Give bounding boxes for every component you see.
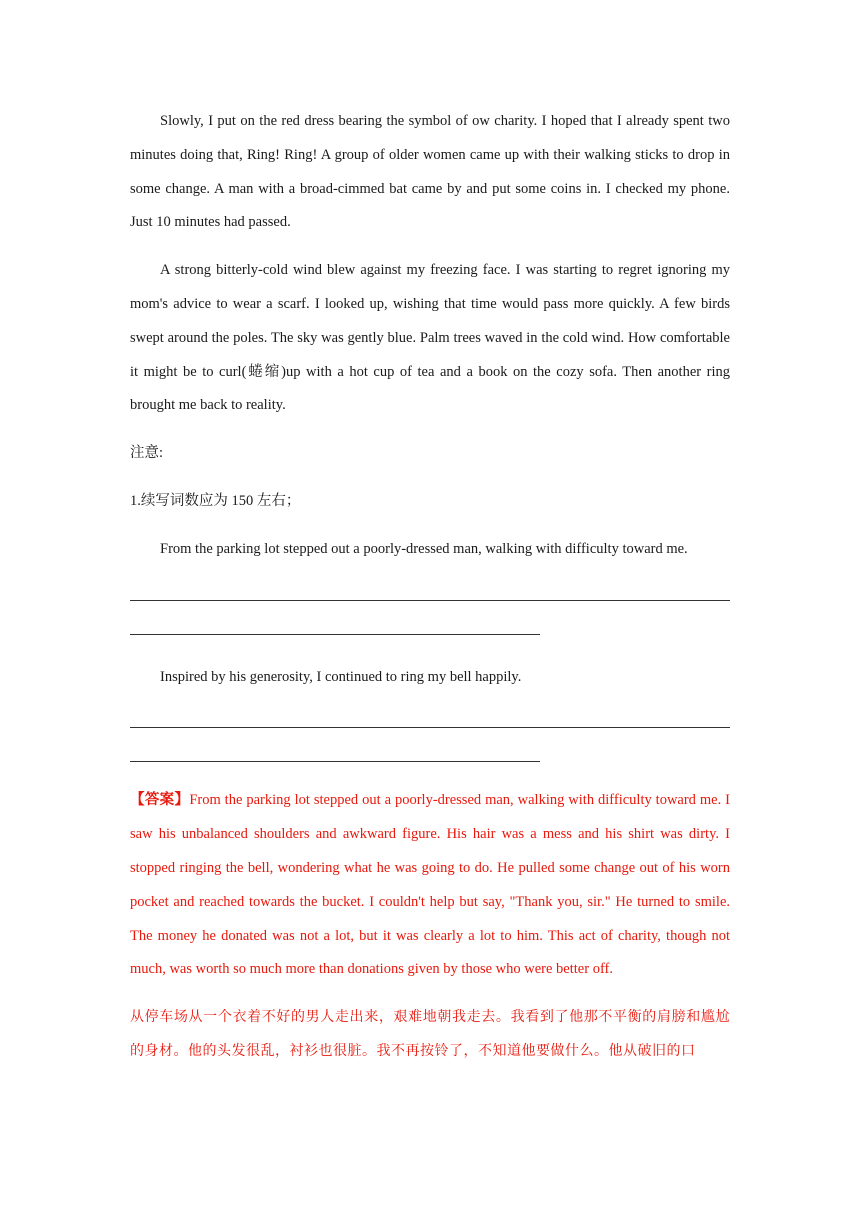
- answer-chinese: 从停车场从一个衣着不好的男人走出来，艰难地朝我走去。我看到了他那不平衡的肩膀和尴尬的身材。他的头发很乱，衬衫也很脏。我不再按铃了，不知道他要做什么。他从破旧的口: [130, 1009, 730, 1059]
- answer-english: [130, 784, 730, 987]
- writing-line: [130, 761, 540, 762]
- prompt-first-sentence: From the parking lot stepped out a poorly-dressed man, walking with difficulty toward me.: [160, 540, 688, 557]
- writing-line: [130, 600, 730, 601]
- document-page: [130, 105, 730, 1069]
- notes-heading: 注意:: [130, 445, 164, 462]
- answer-label: 【答案】: [130, 792, 190, 809]
- notes-item-1: 1.续写词数应为 150 左右；: [130, 492, 301, 509]
- writing-line: [130, 727, 730, 728]
- passage-paragraph-1: Slowly, I put on the red dress bearing the symbol of ow charity. I hoped that I already spent two minutes doing that, Ring! Ring! A group of older women came up with their walking sticks to drop in some change. A man with a broad-cimmed bat came by and put some coins in. I checked my phone. Just 10 minutes had passed.: [130, 113, 730, 231]
- answer-english-text: From the parking lot stepped out a poorly-dressed man, walking with difficulty toward me. I saw his unbalanced shoulders and awkward figure. His hair was a mess and his shirt was dirty. I stopped ringing the bell, wondering what he was going to do. He pulled some change out of his worn pocket and reached towards the bucket. I couldn't help but say, "Thank you, sir." He turned to smile. The money he donated was not a lot, but it was clearly a lot to him. This act of charity, though not much, was worth so much more than donations given by those who were better off.: [130, 792, 731, 978]
- writing-line: [130, 634, 540, 635]
- prompt-second-sentence: Inspired by his generosity, I continued to ring my bell happily.: [160, 668, 522, 685]
- passage-paragraph-2: A strong bitterly-cold wind blew against my freezing face. I was starting to regret ignoring my mom's advice to wear a scarf. I looked up, wishing that time would pass more quickly. A few birds swept around the poles. The sky was gently blue. Palm trees waved in the cold wind. How comfortable it might be to curl(蜷缩)up with a hot cup of tea and a book on the cozy sofa. Then another ring brought me back to reality.: [130, 262, 730, 414]
